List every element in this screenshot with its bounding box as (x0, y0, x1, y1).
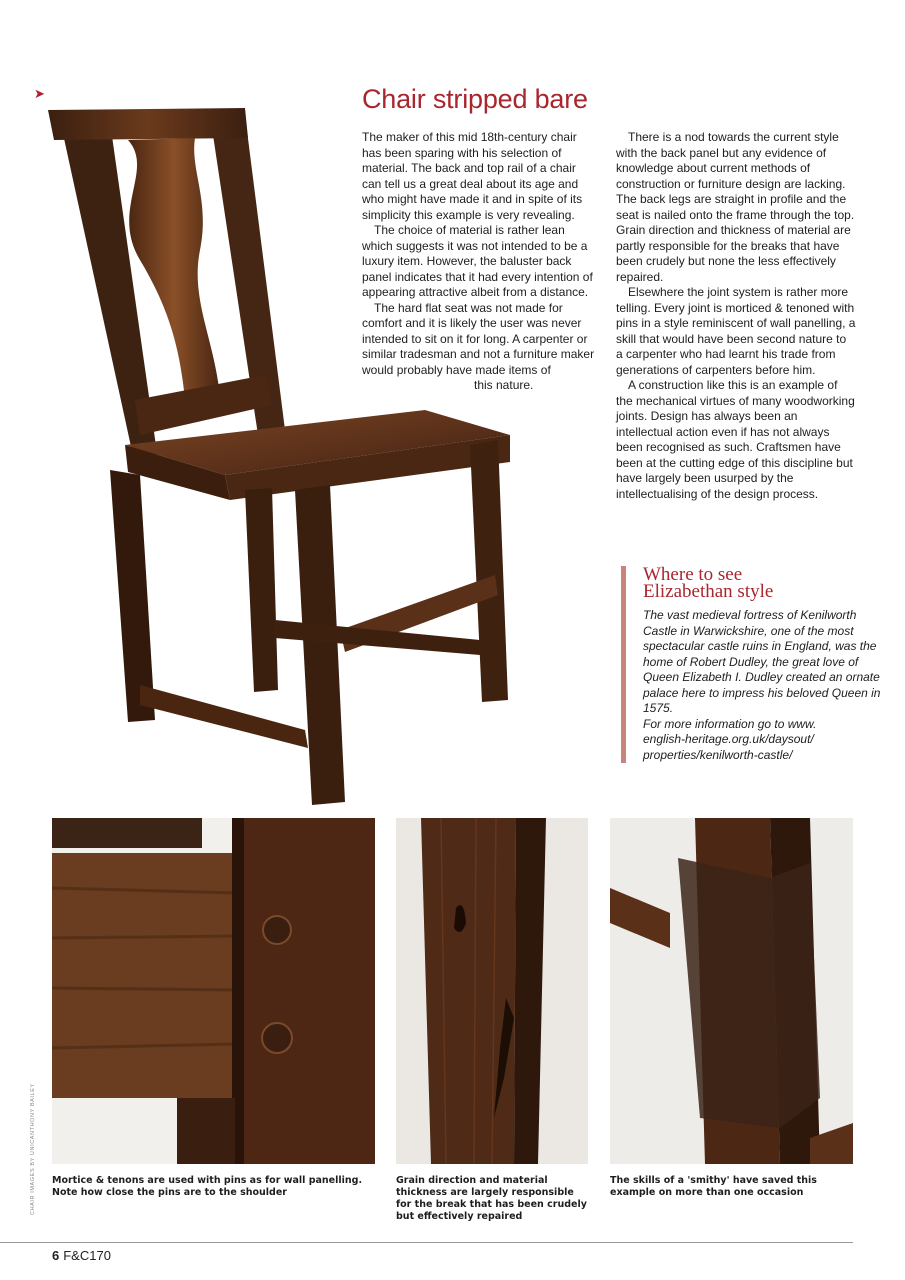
sidebar-title (643, 566, 883, 600)
paragraph: Elsewhere the joint system is rather more telling. Every joint is morticed & tenoned with pins in a style reminiscent of wall panelling, a skill that would have been second nature to a carpenter who had learnt his trade from generations of carpenters before him. (616, 285, 856, 377)
article-column-1 (362, 130, 596, 394)
sidebar-url-line3[interactable]: properties/kenilworth-castle/ (643, 747, 793, 762)
detail-photo-break (396, 818, 588, 1164)
caption-mortice: Mortice & tenons are used with pins as for wall panelling. Note how close the pins are to the shoulder (52, 1175, 363, 1198)
sidebar-body-text: The vast medieval fortress of Kenilworth Castle in Warwickshire, one of the most spectacular castle ruins in England, was the home of Robert Dudley, the great love of Queen Elizabeth I. Dudley created an ornate palace here to impress his beloved Queen in 1575. (643, 608, 881, 715)
paragraph: There is a nod towards the current style with the back panel but any evidence of knowledge about current methods of construction or furniture design are lacking. The back legs are straight in profile and the seat is nailed onto the frame through the top. Grain direction and thickness of material are partly responsible for the breaks that have been crudely but none the less effectively repaired. (616, 130, 855, 284)
paragraph: The maker of this mid 18th-century chair has been sparing with his selection of material. The back and top rail of a chair can tell us a great deal about its age and who might have made it and in spite of its simplicity this example is very revealing. (362, 130, 583, 222)
publication-issue: F&C170 (63, 1248, 111, 1263)
caption-break: Grain direction and material thickness are largely responsible for the break that has been crudely but effectively repaired (396, 1175, 587, 1222)
paragraph: A construction like this is an example of the mechanical virtues of many woodworking joints. Design has always been an intellectual action even if has not always been recognised as such. Craftsmen have been at the cutting edge of this discipline but have largely been usurped by the intellectualising of the design process. (616, 378, 855, 501)
paragraph: The hard flat seat was not made for comfort and it is likely the user was never intended to sit on it for long. A carpenter or similar tradesman and not a furniture maker would probably have made items of (362, 300, 595, 377)
page-footer (52, 1248, 111, 1263)
where-to-see-box (621, 566, 883, 763)
article-title: Chair stripped bare (362, 84, 588, 114)
section-arrow-icon: ➤ (34, 86, 45, 101)
sidebar-title-line1: Where to see (643, 564, 743, 585)
sidebar-body (643, 608, 883, 763)
article-column-2 (616, 130, 856, 502)
paragraph: The choice of material is rather lean which suggests it was not intended to be a luxury item. However, the baluster back panel indicates that it had every intention of appearing attractive albeit from a distance. (362, 223, 593, 299)
sidebar-more-label: For more information go to www. (643, 716, 817, 731)
footer-divider (0, 1242, 853, 1243)
photo-credit: CHAIR IMAGES BY UNICANTHONY BAILEY (30, 1083, 36, 1215)
detail-photo-mortice (52, 818, 375, 1164)
sidebar-url-line2[interactable]: english-heritage.org.uk/daysout/ (643, 732, 814, 746)
sidebar-title-line2: Elizabethan style (643, 581, 774, 602)
caption-smithy: The skills of a 'smithy' have saved this example on more than one occasion (610, 1175, 817, 1198)
detail-photo-smithy (610, 818, 853, 1164)
page-number: 6 (52, 1248, 60, 1263)
paragraph-end: this nature. (474, 378, 534, 392)
